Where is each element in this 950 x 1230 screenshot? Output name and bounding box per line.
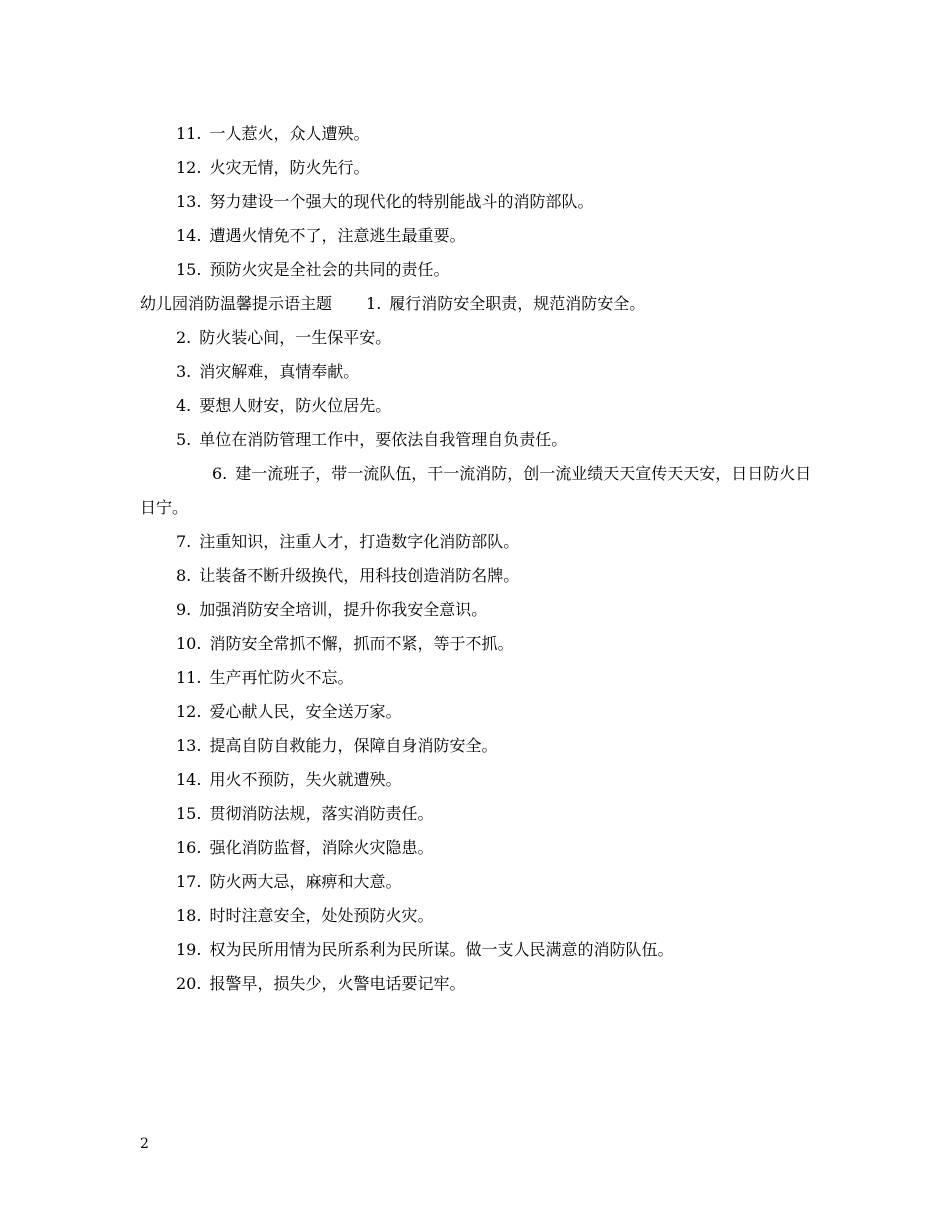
list-item: 10. 消防安全常抓不懈，抓而不紧，等于不抓。 <box>176 634 514 653</box>
list-item: 11. 一人惹火，众人遭殃。 <box>176 124 370 143</box>
list-item: 20. 报警早，损失少，火警电话要记牢。 <box>176 974 466 993</box>
list-item: 5. 单位在消防管理工作中，要依法自我管理自负责任。 <box>176 430 568 449</box>
list-item: 16. 强化消防监督，消除火灾隐患。 <box>176 838 434 857</box>
section-heading-line: 幼儿园消防温馨提示语主题 1. 履行消防安全职责，规范消防安全。 <box>140 294 646 313</box>
list-item: 14. 遭遇火情免不了，注意逃生最重要。 <box>176 226 466 245</box>
list-item: 19. 权为民所用情为民所系利为民所谋。做一支人民满意的消防队伍。 <box>176 940 674 959</box>
list-item: 13. 努力建设一个强大的现代化的特别能战斗的消防部队。 <box>176 192 594 211</box>
list-item: 4. 要想人财安，防火位居先。 <box>176 396 392 415</box>
list-item: 11. 生产再忙防火不忘。 <box>176 668 354 687</box>
page-number: 2 <box>140 1136 149 1152</box>
list-item: 17. 防火两大忌，麻痹和大意。 <box>176 872 402 891</box>
list-item: 12. 爱心献人民，安全送万家。 <box>176 702 402 721</box>
list-item: 12. 火灾无情，防火先行。 <box>176 158 370 177</box>
list-item: 8. 让装备不断升级换代，用科技创造消防名牌。 <box>176 566 520 585</box>
list-item: 18. 时时注意安全，处处预防火灾。 <box>176 906 434 925</box>
list-item: 3. 消灾解难，真情奉献。 <box>176 362 360 381</box>
list-item: 6. 建一流班子，带一流队伍，干一流消防，创一流业绩天天宣传天天安，日日防火日日宁。 <box>140 464 812 517</box>
list-item: 14. 用火不预防，失火就遭殃。 <box>176 770 402 789</box>
list-item: 15. 贯彻消防法规，落实消防责任。 <box>176 804 434 823</box>
list-item: 2. 防火装心间，一生保平安。 <box>176 328 392 347</box>
section-heading: 幼儿园消防温馨提示语主题 <box>140 294 333 313</box>
list-item: 7. 注重知识，注重人才，打造数字化消防部队。 <box>176 532 520 551</box>
list-item: 15. 预防火灾是全社会的共同的责任。 <box>176 260 450 279</box>
document-body <box>140 117 816 1001</box>
list-item: 9. 加强消防安全培训，提升你我安全意识。 <box>176 600 488 619</box>
list-item: 13. 提高自防自救能力，保障自身消防安全。 <box>176 736 498 755</box>
